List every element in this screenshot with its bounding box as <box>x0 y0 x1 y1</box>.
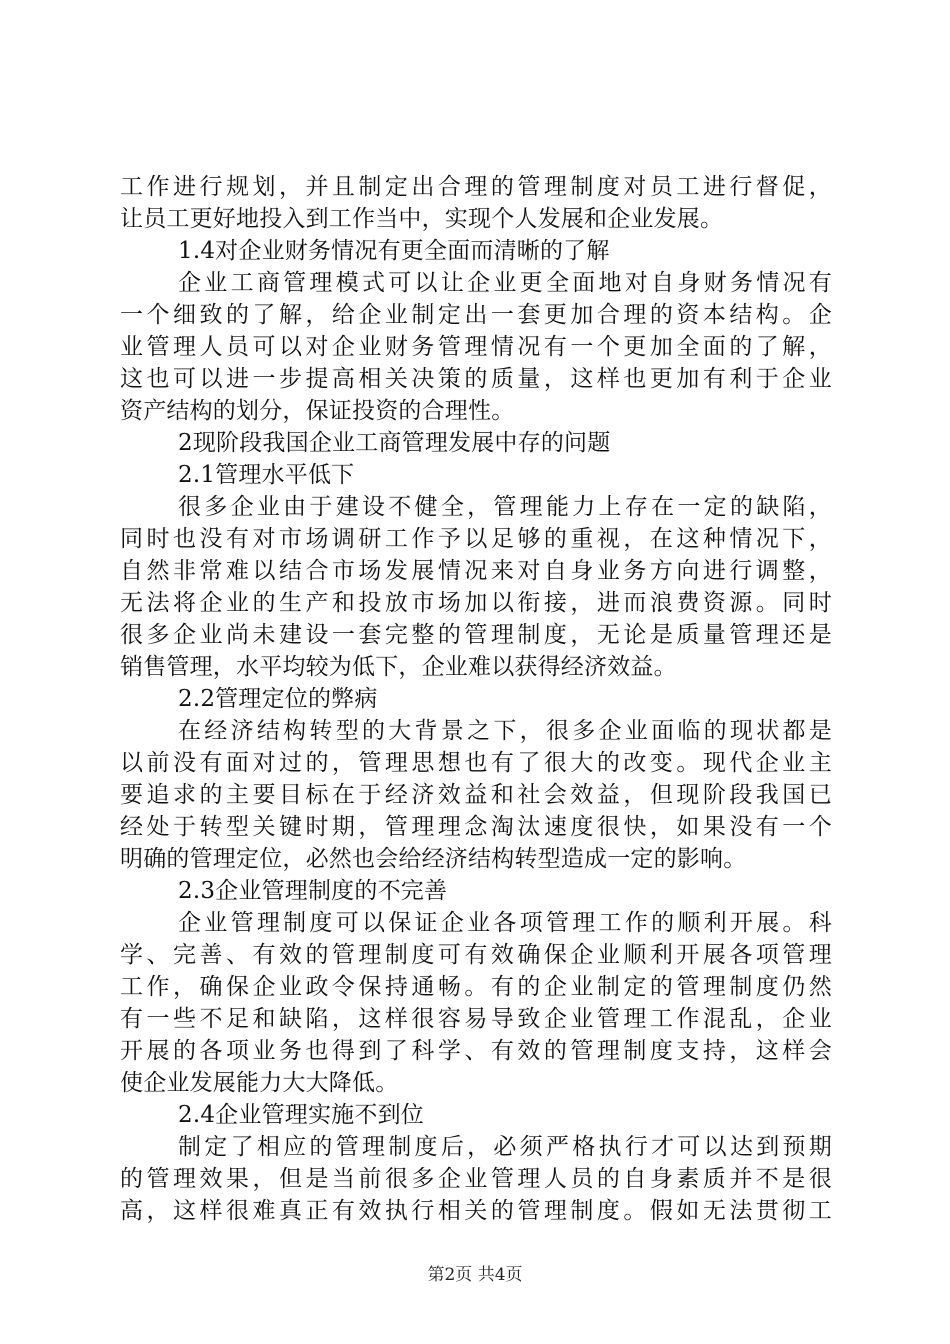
text-line: 销售管理，水平均较为低下，企业难以获得经济效益。 <box>120 654 677 680</box>
section-heading: 1.4对企业财务情况有更全面而清晰的了解 <box>178 238 610 264</box>
section-heading: 2.1管理水平低下 <box>178 462 355 488</box>
text-line: 同时也没有对市场调研工作予以足够的重视，在这种情况下， <box>120 526 832 552</box>
text-line: 开展的各项业务也得到了科学、有效的管理制度支持，这样会 <box>120 1038 832 1064</box>
text-line: 的管理效果，但是当前很多企业管理人员的自身素质并不是很 <box>120 1166 832 1192</box>
text-line: 一个细致的了解，给企业制定出一套更加合理的资本结构。企 <box>120 302 832 328</box>
text-line: 以前没有面对过的，管理思想也有了很大的改变。现代企业主 <box>120 750 832 776</box>
text-line: 企业管理制度可以保证企业各项管理工作的顺利开展。科 <box>178 910 832 936</box>
text-line: 在经济结构转型的大背景之下，很多企业面临的现状都是 <box>178 718 832 744</box>
text-line: 学、完善、有效的管理制度可有效确保企业顺利开展各项管理 <box>120 942 832 968</box>
body-text <box>120 171 832 1227</box>
text-line: 明确的管理定位，必然也会给经济结构转型造成一定的影响。 <box>120 846 747 872</box>
text-line: 业管理人员可以对企业财务管理情况有一个更加全面的了解， <box>120 334 832 360</box>
text-line: 让员工更好地投入到工作当中，实现个人发展和企业发展。 <box>120 206 724 232</box>
page-footer <box>0 1264 950 1286</box>
section-heading: 2现阶段我国企业工商管理发展中存的问题 <box>178 430 611 456</box>
page-number-label: 第2页 共4页 <box>427 1265 523 1285</box>
text-line: 有一些不足和缺陷，这样很容易导致企业管理工作混乱，企业 <box>120 1006 832 1032</box>
text-line: 自然非常难以结合市场发展情况来对自身业务方向进行调整， <box>120 558 832 584</box>
section-heading: 2.4企业管理实施不到位 <box>178 1102 424 1128</box>
text-line: 工作进行规划，并且制定出合理的管理制度对员工进行督促， <box>120 174 832 200</box>
text-line: 使企业发展能力大大降低。 <box>120 1070 399 1096</box>
text-line: 工作，确保企业政令保持通畅。有的企业制定的管理制度仍然 <box>120 974 832 1000</box>
text-line: 很多企业尚未建设一套完整的管理制度，无论是质量管理还是 <box>120 622 832 648</box>
text-line: 无法将企业的生产和投放市场加以衔接，进而浪费资源。同时 <box>120 590 832 616</box>
section-heading: 2.2管理定位的弊病 <box>178 686 378 712</box>
text-line: 要追求的主要目标在于经济效益和社会效益，但现阶段我国已 <box>120 782 832 808</box>
section-heading: 2.3企业管理制度的不完善 <box>178 878 448 904</box>
text-line: 企业工商管理模式可以让企业更全面地对自身财务情况有 <box>178 270 832 296</box>
text-line: 经处于转型关键时期，管理理念淘汰速度很快，如果没有一个 <box>120 814 832 840</box>
text-line: 资产结构的划分，保证投资的合理性。 <box>120 398 515 424</box>
text-line: 高，这样很难真正有效执行相关的管理制度。假如无法贯彻工 <box>120 1198 832 1224</box>
text-line: 制定了相应的管理制度后，必须严格执行才可以达到预期 <box>178 1134 832 1160</box>
text-line: 很多企业由于建设不健全，管理能力上存在一定的缺陷， <box>178 494 832 520</box>
text-line: 这也可以进一步提高相关决策的质量，这样也更加有利于企业 <box>120 366 832 392</box>
